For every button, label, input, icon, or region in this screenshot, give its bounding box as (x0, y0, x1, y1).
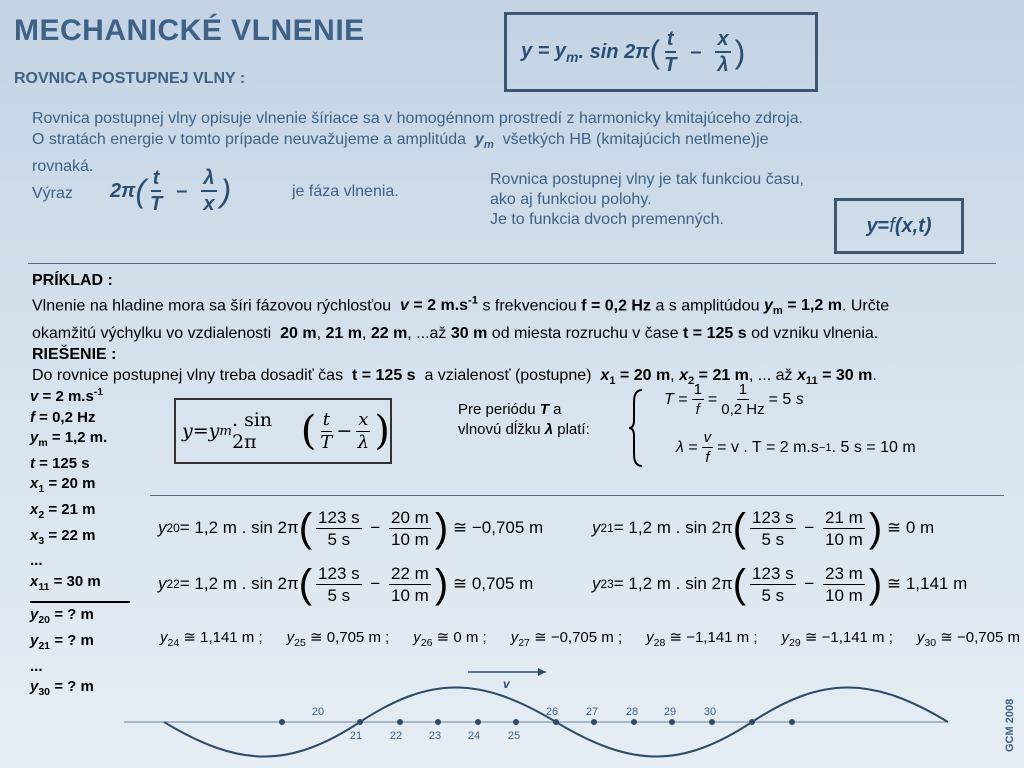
result-y29: $y_{29}$ ≅ −1,141 m ; (781, 629, 893, 649)
divider (28, 263, 996, 264)
label-22: 22 (389, 730, 403, 742)
point-25 (513, 719, 519, 725)
velocity-label: v (503, 677, 510, 691)
result-y25: $y_{25}$ ≅ 0,705 m ; (286, 629, 390, 649)
label-20: 20 (311, 706, 325, 718)
label-28: 28 (625, 706, 639, 718)
function-box: y = f (x,t) (834, 198, 964, 254)
point-22 (397, 719, 403, 725)
point-extra-2 (789, 719, 795, 725)
section-subtitle: ROVNICA POSTUPNEJ VLNY : (14, 70, 246, 87)
calc-y23: y 23 = 1,2 m . sin 2π ( $\frac{123 s}{5 s}$ − $\frac{23 m}{10 m}$ ) ≅ 1,141 m (592, 562, 968, 606)
period-equation: T = $\frac{1}{f}$ = $\frac{1}{0,2 Hz}$ = 5 s (664, 381, 804, 418)
period-note: Pre periódu T a vlnovú dĺžku λ platí: (458, 401, 590, 438)
velocity-arrowhead (538, 668, 546, 676)
formula-box: y = y m . sin 2π ( $\frac{t}{T}$ − $\frac{x}{\lambda}$ ) (174, 398, 392, 464)
result-y27: $y_{27}$ ≅ −0,705 m ; (510, 629, 623, 649)
point-21 (357, 719, 363, 725)
point-extra-1 (749, 719, 755, 725)
phase-tail: je fáza vlnenia. (292, 183, 399, 200)
calc-y22: y 22 = 1,2 m . sin 2π ( $\frac{123 s}{5 s}$ − $\frac{22 m}{10 m}$ ) ≅ 0,705 m (158, 562, 534, 606)
page-title: MECHANICKÉ VLNENIE (14, 14, 365, 47)
point-23 (435, 719, 441, 725)
point-20 (279, 719, 285, 725)
label-24: 24 (467, 730, 481, 742)
divider (150, 495, 1004, 496)
results-row (160, 628, 1020, 649)
curly-brace (628, 388, 648, 468)
point-29 (669, 719, 675, 725)
calc-y21: y 21 = 1,2 m . sin 2π ( $\frac{123 s}{5 s}$ − $\frac{21 m}{10 m}$ ) ≅ 0 m (592, 506, 935, 550)
intro-text: Rovnica postupnej vlny opisuje vlnenie šíriace sa v homogénnom prostredí z harmonicky kmitajúceho zdroja. O stratách energie v tomto prípade neuvažujeme a amplitúda $y_m$ všetkých HB (kmitajúcich netlmene)je rovnaká. (32, 110, 804, 176)
label-23: 23 (428, 730, 442, 742)
result-y26: $y_{26}$ ≅ 0 m ; (413, 629, 487, 649)
wavelength-equation: λ = $\frac{v}{f}$ = v . T = 2 m.s −1 . 5 s = 10 m (676, 429, 916, 466)
result-y28: $y_{28}$ ≅ −1,141 m ; (646, 629, 758, 649)
label-30: 30 (703, 706, 717, 718)
point-24 (475, 719, 481, 725)
phase-lead: Výraz (32, 185, 73, 202)
calc-y20: y 20 = 1,2 m . sin 2π ( $\frac{123 s}{5 s}$ − $\frac{20 m}{10 m}$ ) ≅ −0,705 m (158, 506, 544, 550)
given-values: v = 2 $m.s^{-1}$ f = 0,2 Hz $y_m = 1,2$ m. t = 125 s $x_1 = 20$ m $x_2 = 21$ m $x_3 = 22$ m ... $x_{11} = 30$ m $y_{20}$ = ? m $y_{21}$ = ? m ... $y_{30}$ = ? m (30, 382, 130, 703)
label-29: 29 (663, 706, 677, 718)
wave-equation-box: $y = y_m$ . sin 2π ( $\frac{t}{T}$ – $\frac{x}{\lambda}$ ) (504, 12, 818, 92)
example-text: PRÍKLAD : Vlnenie na hladine mora sa šíri fázovou rýchlosťou v = 2 $m.s^{-1}$ s frekvenciou f = 0,2 Hz a s amplitúdou $y_m = 1,2$ m. Určte okamžitú výchylku vo vzdialenosti 20 m, 21 m, 22 m, ...až 30 m od miesta rozruchu v čase t = 125 s od vzniku vlnenia. RIEŠENIE : Do rovnice postupnej vlny treba dosadiť čas t = 125 s a vzialenosť (postupne) $x_1 = 20$ m, $x_2 = 21$ m, ... až $x_{11} = 30$ m. (32, 272, 890, 387)
credit-text: GCM 2008 (1004, 698, 1016, 752)
label-21: 21 (349, 730, 363, 742)
phase-expression: 2π ( $\frac{t}{T}$ – $\frac{\lambda}{x}$ ) (110, 167, 232, 215)
label-27: 27 (585, 706, 599, 718)
label-25: 25 (507, 730, 521, 742)
wave-diagram (0, 660, 1024, 768)
result-y24: $y_{24}$ ≅ 1,141 m ; (160, 629, 263, 649)
point-26 (553, 719, 559, 725)
credit-wrap (1004, 692, 1018, 752)
label-26: 26 (545, 706, 559, 718)
point-28 (631, 719, 637, 725)
point-30 (709, 719, 715, 725)
function-note: Rovnica postupnej vlny je tak funkciou času, ako aj funkciou polohy. Je to funkcia dvoch premenných. (490, 171, 804, 228)
point-27 (591, 719, 597, 725)
result-y30: $y_{30}$ ≅ −0,705 m (916, 629, 1020, 649)
